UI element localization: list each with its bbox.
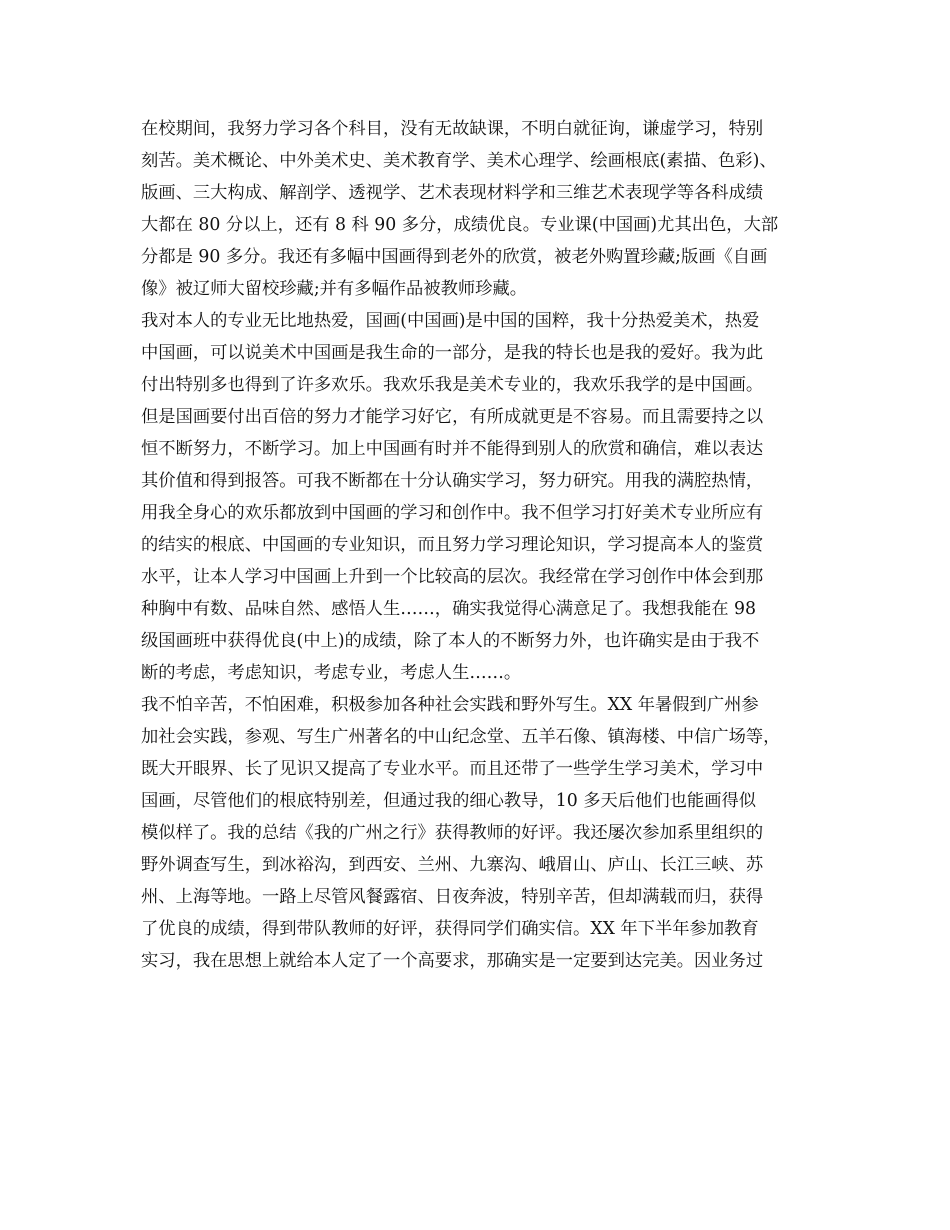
text-line: 国画，尽管他们的根底特别差，但通过我的细心教导，10 多天后他们也能画得似 [141, 791, 757, 811]
text-line: 实习，我在思想上就给本人定了一个高要求，那确实是一定要到达完美。因业务过 [141, 951, 764, 971]
text-line: 大都在 80 分以上，还有 8 科 90 多分，成绩优良。专业课(中国画)尤其出色，大部 [141, 215, 779, 235]
text-line: 分都是 90 多分。我还有多幅中国画得到老外的欣赏，被老外购置珍藏;版画《自画 [141, 247, 768, 267]
text-line: 其价值和得到报答。可我不断都在十分认确实学习，努力研究。用我的满腔热情， [141, 471, 764, 491]
text-line: 断的考虑，考虑知识，考虑专业，考虑人生……。 [141, 663, 522, 683]
text-line: 但是国画要付出百倍的努力才能学习好它，有所成就更是不容易。而且需要持之以 [141, 407, 764, 427]
text-line: 版画、三大构成、解剖学、透视学、艺术表现材料学和三维艺术表现学等各科成绩 [141, 183, 764, 203]
text-line: 在校期间，我努力学习各个科目，没有无故缺课，不明白就征询，谦虚学习，特别 [141, 119, 764, 139]
text-line: 水平，让本人学习中国画上升到一个比较高的层次。我经常在学习创作中体会到那 [141, 567, 764, 587]
text-line: 级国画班中获得优良(中上)的成绩，除了本人的不断努力外，也许确实是由于我不 [141, 631, 760, 651]
text-line: 的结实的根底、中国画的专业知识，而且努力学习理论知识，学习提高本人的鉴赏 [141, 535, 764, 555]
text-line: 我对本人的专业无比地热爱，国画(中国画)是中国的国粹，我十分热爱美术，热爱 [141, 311, 760, 331]
text-line: 刻苦。美术概论、中外美术史、美术教育学、美术心理学、绘画根底(素描、色彩)、 [141, 151, 777, 171]
text-line: 加社会实践，参观、写生广州著名的中山纪念堂、五羊石像、镇海楼、中信广场等， [141, 727, 781, 747]
text-line: 恒不断努力，不断学习。加上中国画有时并不能得到别人的欣赏和确信，难以表达 [141, 439, 764, 459]
text-line: 野外调查写生，到冰裕沟，到西安、兰州、九寨沟、峨眉山、庐山、长江三峡、苏 [141, 855, 764, 875]
text-line: 我不怕辛苦，不怕困难，积极参加各种社会实践和野外写生。XX 年暑假到广州参 [141, 695, 759, 715]
text-line: 州、上海等地。一路上尽管风餐露宿、日夜奔波，特别辛苦，但却满载而归，获得 [141, 887, 764, 907]
text-line: 既大开眼界、长了见识又提高了专业水平。而且还带了一些学生学习美术，学习中 [141, 759, 764, 779]
text-line: 模似样了。我的总结《我的广州之行》获得教师的好评。我还屡次参加系里组织的 [141, 823, 764, 843]
text-line: 了优良的成绩，得到带队教师的好评，获得同学们确实信。XX 年下半年参加教育 [141, 919, 759, 939]
text-line: 付出特别多也得到了许多欢乐。我欢乐我是美术专业的，我欢乐我学的是中国画。 [141, 375, 764, 395]
text-line: 种胸中有数、品味自然、感悟人生……，确实我觉得心满意足了。我想我能在 98 [141, 599, 757, 619]
text-line: 中国画，可以说美术中国画是我生命的一部分，是我的特长也是我的爱好。我为此 [141, 343, 764, 363]
text-line: 用我全身心的欢乐都放到中国画的学习和创作中。我不但学习打好美术专业所应有 [141, 503, 764, 523]
text-line: 像》被辽师大留校珍藏;并有多幅作品被教师珍藏。 [141, 279, 528, 299]
body-text [141, 113, 831, 977]
